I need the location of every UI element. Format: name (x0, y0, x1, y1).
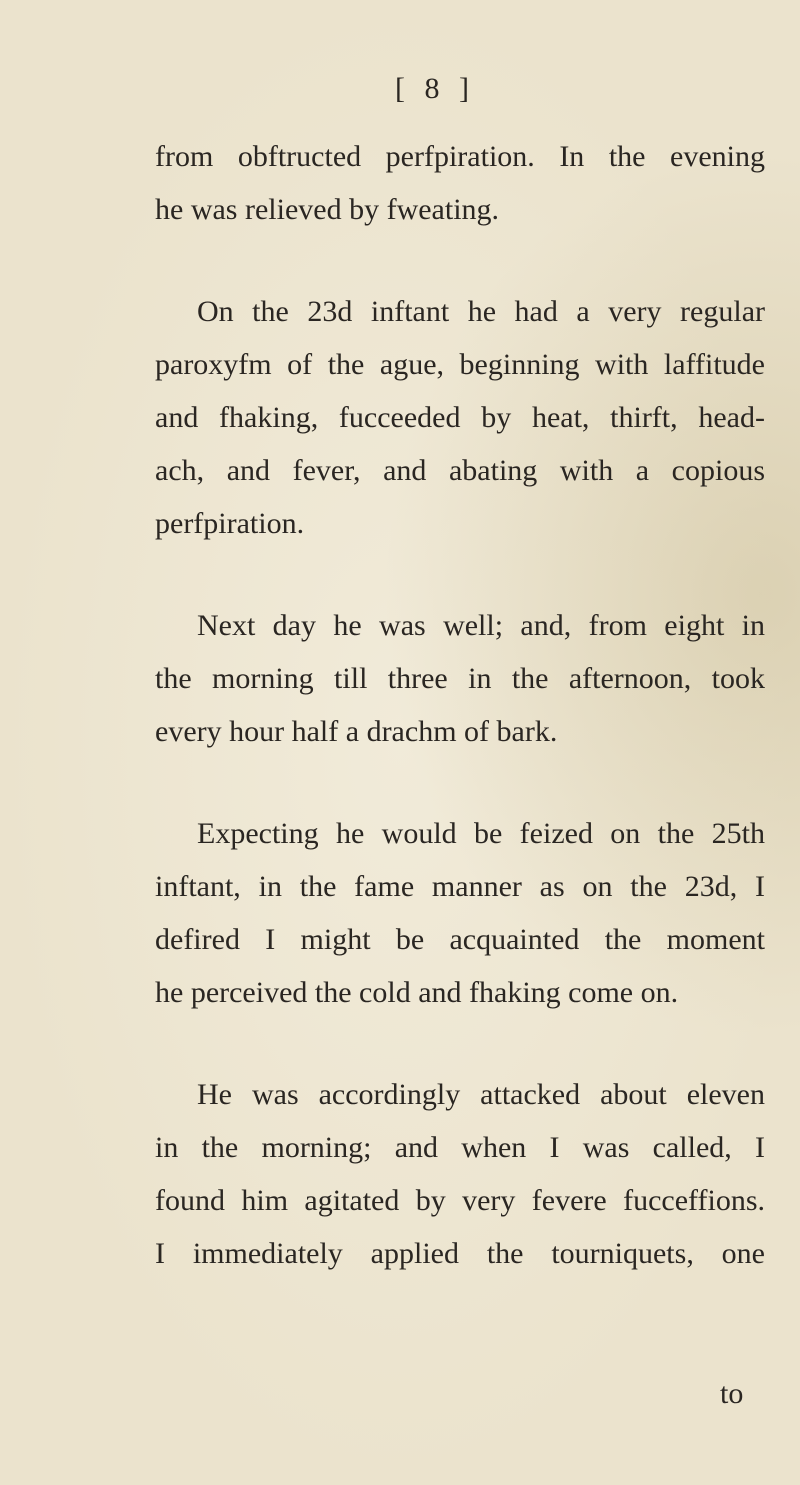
text-line: from obftructed perfpiration. In the evening (155, 140, 765, 173)
text-line: in the morning; and when I was called, I (155, 1131, 765, 1164)
catchword: to (720, 1377, 744, 1410)
text-line: paroxyfm of the ague, beginning with laffitude (155, 348, 765, 381)
text-line: He was accordingly attacked about eleven (197, 1078, 765, 1111)
text-line: Expecting he would be feized on the 25th (197, 817, 765, 850)
text-line: inftant, in the fame manner as on the 23d, I (155, 870, 765, 903)
page-number: [ 8 ] (395, 72, 475, 105)
text-line: and fhaking, fucceeded by heat, thirft, head- (155, 401, 765, 434)
text-line: On the 23d inftant he had a very regular (197, 295, 765, 328)
text-line: he perceived the cold and fhaking come on. (155, 976, 679, 1009)
text-line: found him agitated by very fevere fucceffions. (155, 1184, 765, 1217)
text-line: every hour half a drachm of bark. (155, 715, 558, 748)
text-line: the morning till three in the afternoon, took (155, 662, 765, 695)
text-line: defired I might be acquainted the moment (155, 923, 765, 956)
text-line: perfpiration. (155, 507, 305, 540)
text-line: he was relieved by fweating. (155, 193, 500, 226)
text-line: I immediately applied the tourniquets, one (155, 1237, 765, 1270)
text-line: Next day he was well; and, from eight in (197, 609, 765, 642)
text-line: ach, and fever, and abating with a copious (155, 454, 765, 487)
